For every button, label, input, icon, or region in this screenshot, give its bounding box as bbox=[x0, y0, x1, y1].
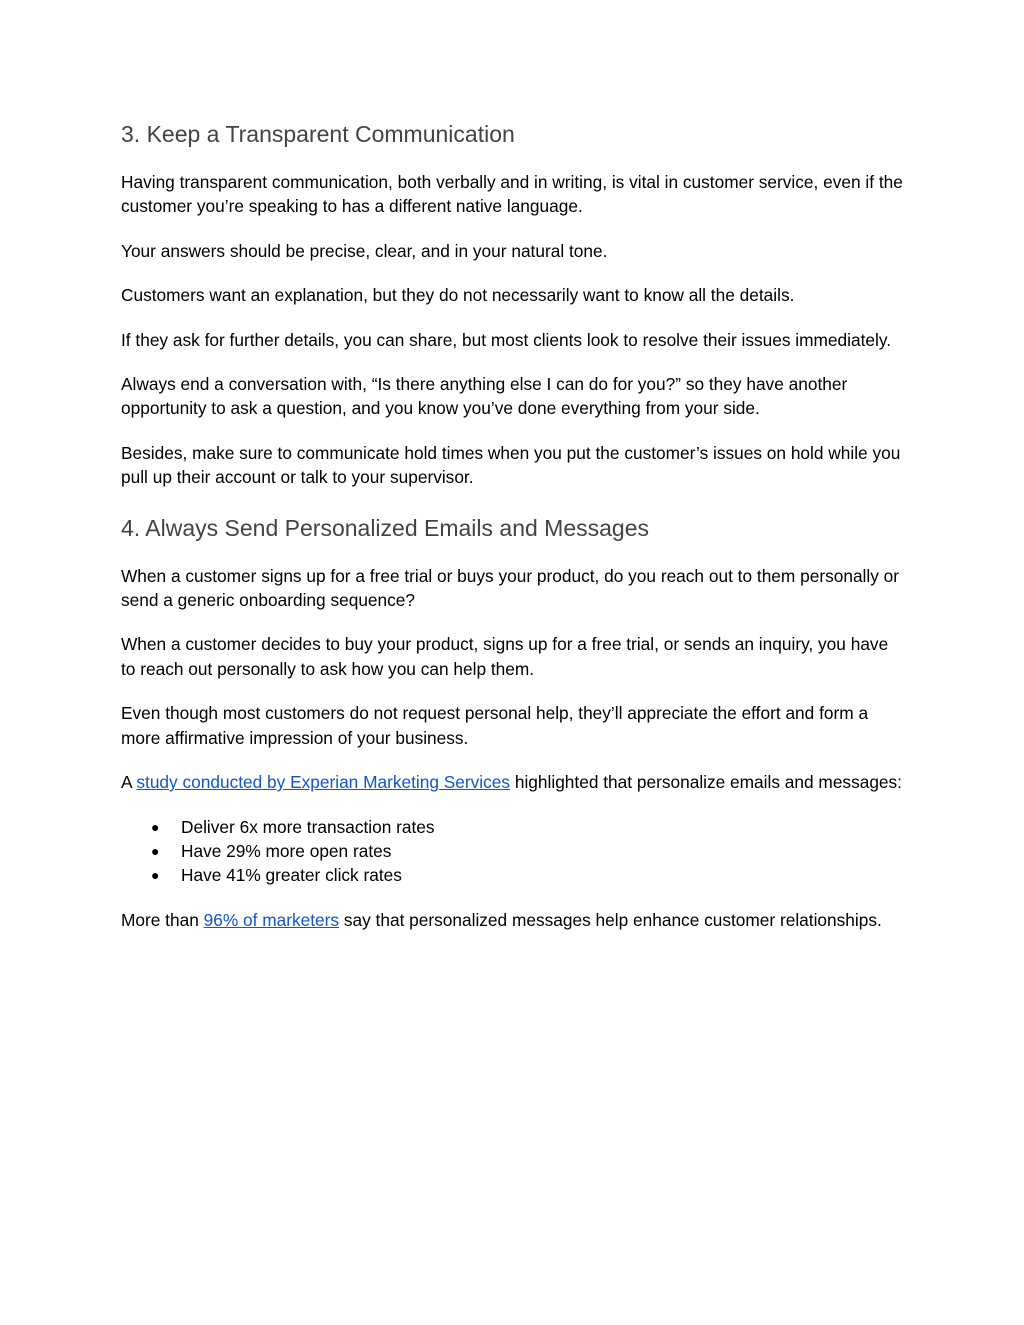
section-4-paragraph-2: When a customer decides to buy your product, signs up for a free trial, or sends an inquiry, you have to reach out personally to ask how you can help them. bbox=[121, 634, 889, 679]
list-item-text: Deliver 6x more transaction rates bbox=[181, 816, 435, 837]
experian-study-link[interactable]: study conducted by Experian Marketing Services bbox=[136, 772, 511, 793]
section-3-paragraph-1: Having transparent communication, both verbally and in writing, is vital in customer service, even if the customer you’re speaking to has a different native language. bbox=[121, 172, 903, 217]
list-item bbox=[121, 815, 906, 839]
section-3-paragraph-2: Your answers should be precise, clear, and in your natural tone. bbox=[121, 240, 608, 261]
section-3-paragraph-6: Besides, make sure to communicate hold times when you put the customer’s issues on hold while you pull up their account or talk to your supervisor. bbox=[121, 442, 901, 488]
marketers-text-before: More than bbox=[121, 909, 204, 930]
bullet-icon: ● bbox=[151, 842, 160, 859]
list-item bbox=[121, 839, 906, 863]
section-3-paragraph-3: Customers want an explanation, but they do not necessarily want to know all the details. bbox=[121, 285, 795, 306]
marketers-stat-link[interactable]: 96% of marketers bbox=[203, 909, 340, 930]
section-3-paragraph-5: Always end a conversation with, “Is there anything else I can do for you?” so they have another opportunity to ask a question, and you know you’ve done everything from your side. bbox=[121, 374, 848, 419]
list-item-text: Have 29% more open rates bbox=[181, 840, 392, 861]
list-item-text: Have 41% greater click rates bbox=[181, 865, 402, 886]
section-3-paragraph-4: If they ask for further details, you can share, but most clients look to resolve their issues immediately. bbox=[121, 329, 891, 350]
bullet-icon: ● bbox=[151, 867, 160, 884]
section-3-heading: 3. Keep a Transparent Communication bbox=[121, 121, 515, 147]
marketers-text-after: say that personalized messages help enhance customer relationships. bbox=[339, 909, 882, 930]
section-4-heading: 4. Always Send Personalized Emails and Messages bbox=[121, 514, 650, 541]
section-4-paragraph-1: When a customer signs up for a free trial or buys your product, do you reach out to them personally or send a generic onboarding sequence? bbox=[121, 565, 900, 611]
study-paragraph bbox=[121, 770, 906, 794]
study-text-before: A bbox=[121, 772, 137, 793]
document-page bbox=[121, 116, 906, 952]
marketers-paragraph bbox=[121, 908, 906, 932]
study-text-after: highlighted that personalize emails and messages: bbox=[510, 772, 902, 793]
section-4-paragraph-3: Even though most customers do not request personal help, they’ll appreciate the effort and form a more affirmative impression of your business. bbox=[121, 703, 869, 748]
list-item bbox=[121, 863, 906, 887]
stats-bullet-list bbox=[121, 815, 906, 888]
bullet-icon: ● bbox=[151, 818, 160, 835]
